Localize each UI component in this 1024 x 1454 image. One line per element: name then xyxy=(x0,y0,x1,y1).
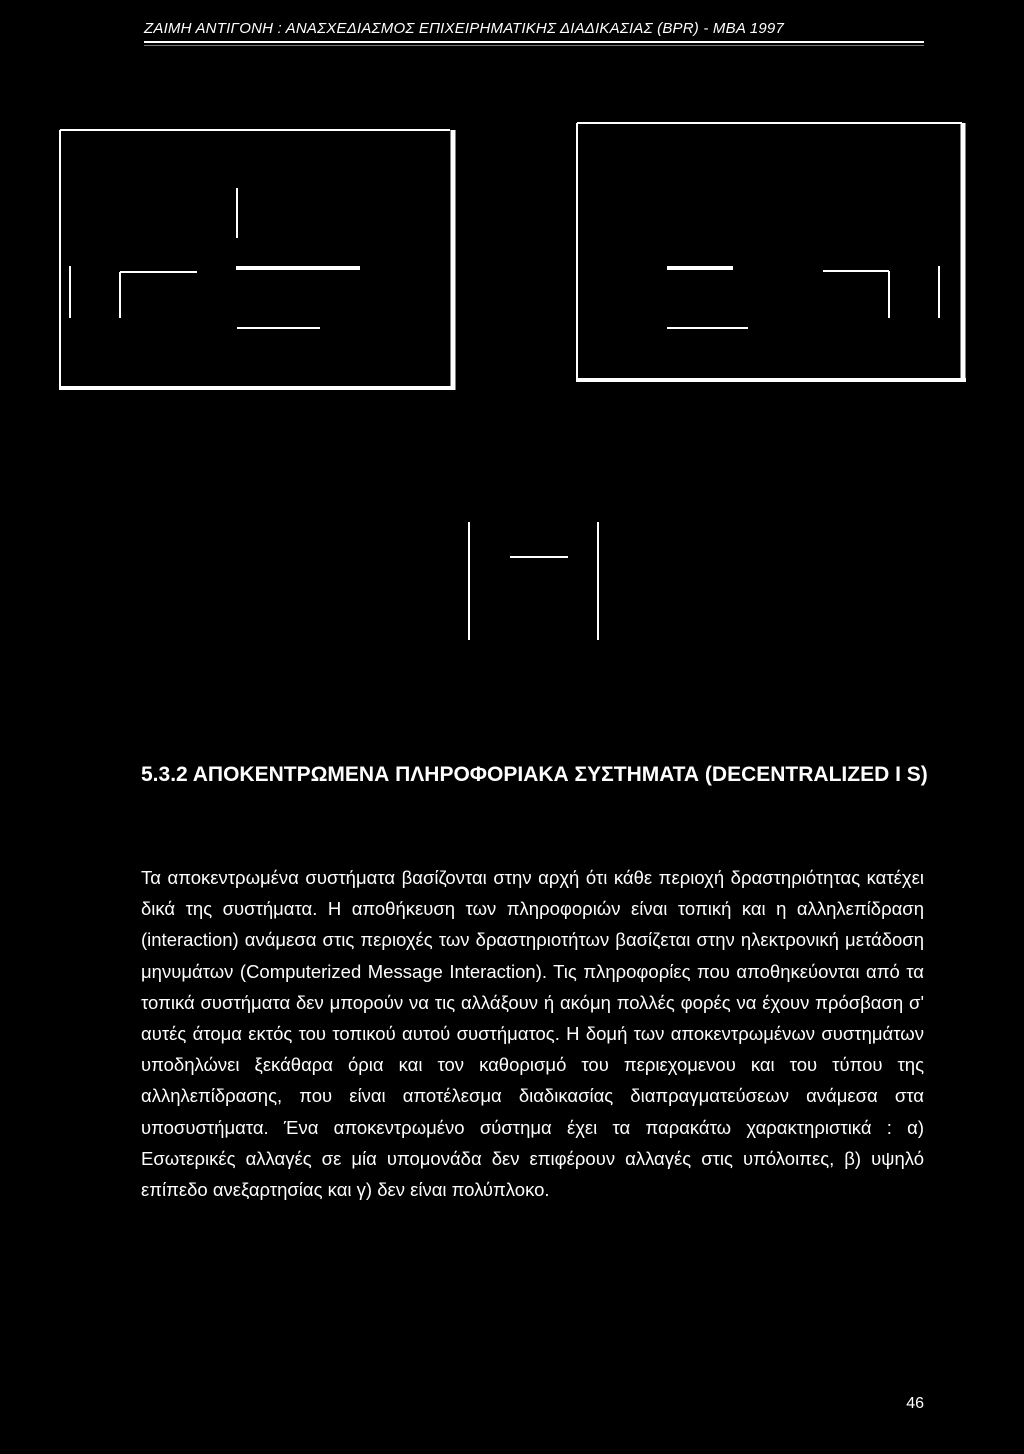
body-paragraph: Τα αποκεντρωμένα συστήματα βασίζονται στην αρχή ότι κάθε περιοχή δραστηριότητας κατέχει δικά της συστήματα. Η αποθήκευση των πληροφοριών είναι τοπική και η αλληλεπίδραση (interaction) ανάμεσα στις περιοχές των δραστηριοτήτων βασίζεται στην ηλεκτρονική μετάδοση μηνυμάτων (Computerized Message Interaction). Τις πληροφορίες που αποθηκεύονται από τα τοπικά συστήματα δεν μπορούν να τις αλλάξουν ή ακόμη πολλές φορές να έχουν πρόσβαση σ' αυτές άτομα εκτός του τοπικού αυτού συστήματος. Η δομή των αποκεντρωμένων συστημάτων υποδηλώνει ξεκάθαρα όρια και τον καθορισμό του περιεχομενου και του τύπου της αλληλεπίδρασης, που είναι αποτέλεσμα διαδικασίας διαπραγματεύσεων ανάμεσα στα υποσυστήματα. Ένα αποκεντρωμένο σύστημα έχει τα παρακάτω χαρακτηριστικά : α) Εσωτερικές αλλαγές σε μία υπομονάδα δεν επιφέρουν αλλαγές στις υπόλοιπες, β) υψηλό επίπεδο ανεξαρτησίας και γ) δεν είναι πολύπλοκο. xyxy=(141,867,924,1201)
page-number: 46 xyxy=(906,1395,924,1412)
center-system-fragment xyxy=(469,522,598,640)
left-system-box xyxy=(60,130,455,390)
running-header: ΖΑΙΜΗ ΑΝΤΙΓΟΝΗ : ΑΝΑΣΧΕΔΙΑΣΜΟΣ ΕΠΙΧΕΙΡΗΜΑΤΙΚΗΣ ΔΙΑΔΙΚΑΣΙΑΣ (BPR) - MBA 1997 xyxy=(144,20,784,37)
section-heading: 5.3.2 ΑΠΟΚΕΝΤΡΩΜΕΝΑ ΠΛΗΡΟΦΟΡΙΑΚΑ ΣΥΣΤΗΜΑΤΑ (DECENTRALIZED I S) xyxy=(141,763,928,786)
decentralized-systems-diagram xyxy=(0,0,1024,700)
right-system-box xyxy=(577,123,966,382)
